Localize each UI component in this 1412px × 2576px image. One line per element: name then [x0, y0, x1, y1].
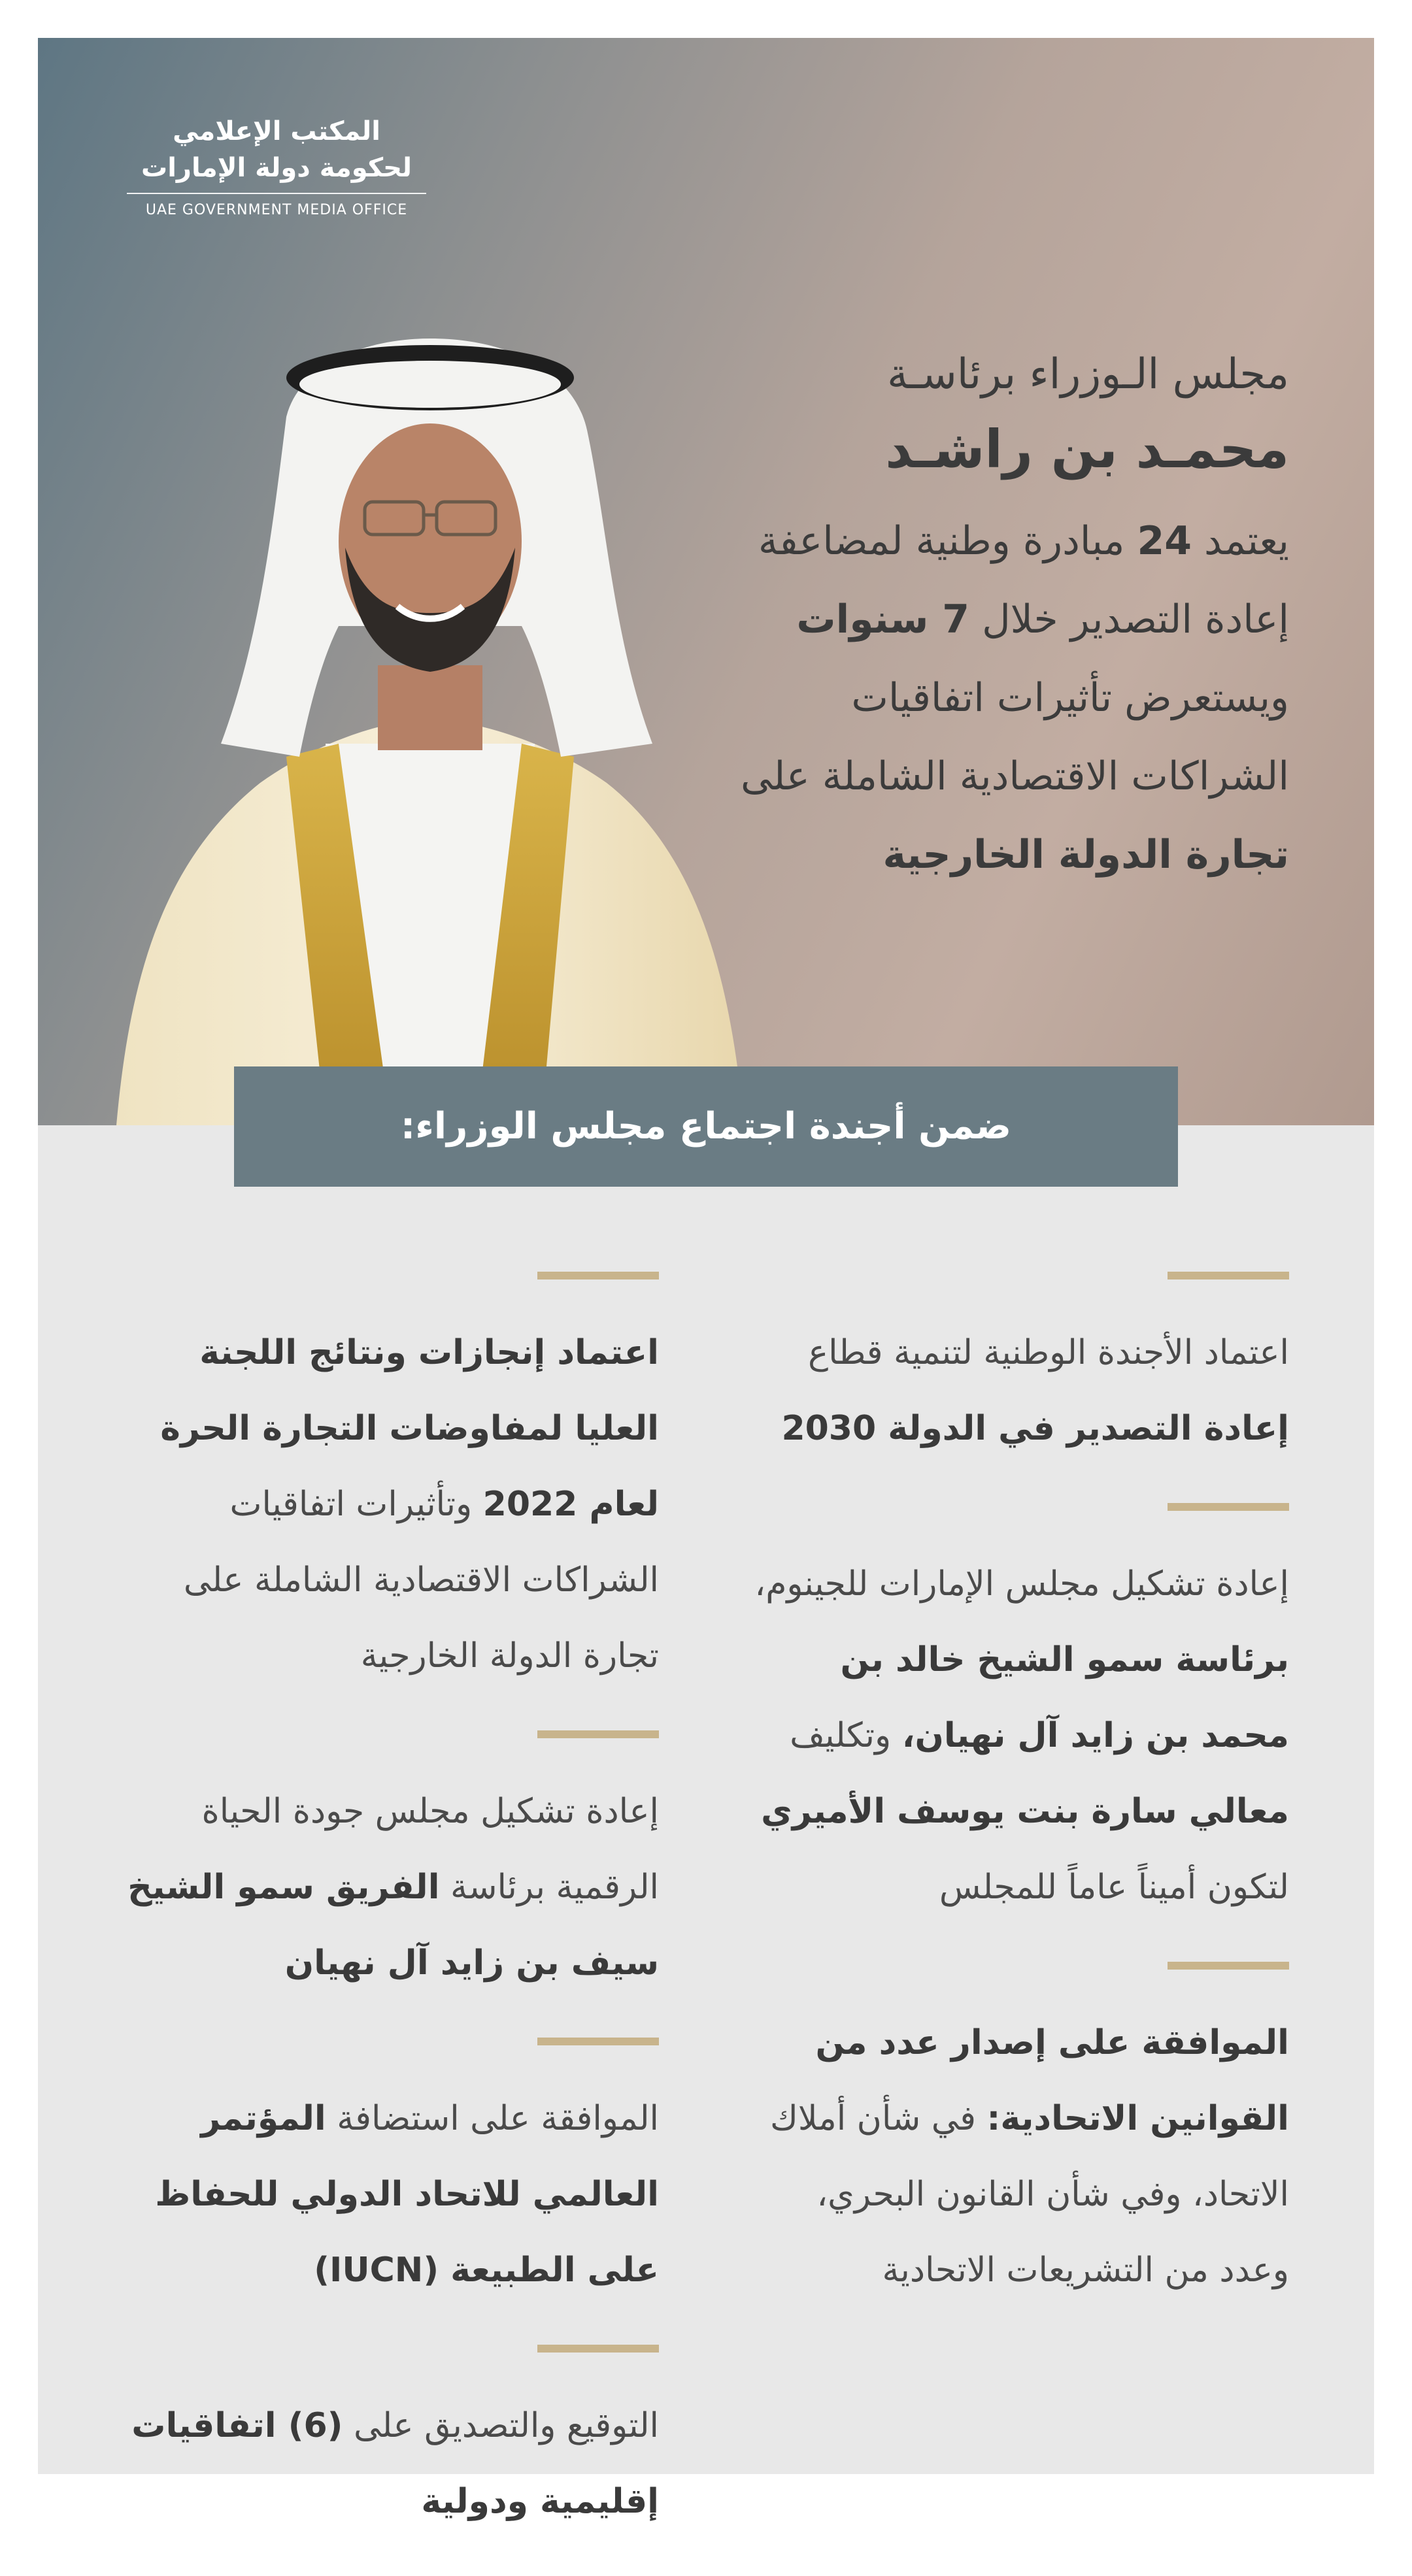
left-column: [123, 1272, 659, 2576]
agenda-item: [123, 2345, 659, 2539]
summary-bold-1: 24: [1137, 518, 1192, 564]
agenda-item-text: [123, 2081, 659, 2308]
logo-line-3: UAE GOVERNMENT MEDIA OFFICE: [145, 202, 408, 218]
summary-bold-3: تجارة الدولة الخارجية: [882, 832, 1289, 878]
item-bold: الفريق سمو الشيخ سيف بن زايد آل نهيان: [127, 1868, 659, 1983]
poster: [38, 38, 1374, 2521]
logo-line-2: لحكومة دولة الإمارات: [141, 153, 412, 183]
summary-bold-2: 7 سنوات: [796, 597, 969, 642]
item-bold: المؤتمر العالمي للاتحاد الدولي للحفاظ على الطبيعة (IUCN): [155, 2099, 659, 2290]
item-text-post: لتكون أميناً عاماً للمجلس: [939, 1868, 1289, 1907]
item-text: إعادة تشكيل مجلس الإمارات للجينوم،: [754, 1564, 1289, 1604]
agenda-item-text: [753, 1315, 1289, 1466]
agenda-item-text: [753, 2005, 1289, 2308]
agenda-item-text: [123, 2388, 659, 2539]
item-bold: إعادة التصدير في الدولة 2030: [781, 1409, 1289, 1448]
agenda-item: [753, 1503, 1289, 1925]
item-text: اعتماد الأجندة الوطنية لتنمية قطاع: [808, 1333, 1289, 1372]
agenda-item: [123, 1272, 659, 1694]
agenda-banner: ضمن أجندة اجتماع مجلس الوزراء:: [234, 1066, 1178, 1187]
agenda-item-text: [753, 1546, 1289, 1925]
accent-bar: [1168, 1503, 1289, 1511]
accent-bar: [1168, 1962, 1289, 1970]
item-bold: الموافقة على إصدار عدد من القوانين الاتحادية:: [815, 2023, 1289, 2138]
item-bold: (6) اتفاقيات إقليمية ودولية: [131, 2406, 659, 2521]
agenda-item: [753, 1962, 1289, 2308]
headline-block: [701, 339, 1289, 894]
headline-summary: [701, 502, 1289, 894]
item-text-post: في شأن أملاك الاتحاد، وفي شأن القانون البحري، وعدد من التشريعات الاتحادية: [769, 2099, 1289, 2290]
right-column: [753, 1272, 1289, 2345]
agenda-item-text: [123, 1774, 659, 2001]
item-text: الموافقة على استضافة: [326, 2099, 659, 2138]
neck-shape: [378, 665, 482, 750]
accent-bar: [537, 1272, 659, 1280]
item-bold: اعتماد إنجازات ونتائج اللجنة العليا لمفاوضات التجارة الحرة لعام 2022: [160, 1333, 659, 1524]
accent-bar: [537, 2345, 659, 2353]
agenda-item: [123, 1730, 659, 2001]
summary-text-1: يعتمد: [1191, 518, 1289, 564]
accent-bar: [537, 2038, 659, 2045]
item-text: التوقيع والتصديق على: [343, 2406, 659, 2445]
item-text: إعادة تشكيل مجلس جودة الحياة الرقمية برئاسة: [201, 1792, 659, 1907]
agal-inner: [299, 361, 561, 408]
item-text-post: وتأثيرات اتفاقيات الشراكات الاقتصادية الشاملة على تجارة الدولة الخارجية: [183, 1485, 659, 1676]
agenda-item: [753, 1272, 1289, 1466]
accent-bar: [537, 1730, 659, 1738]
item-text-mid: وتكليف: [790, 1716, 902, 1755]
summary-text-3: ويستعرض تأثيرات اتفاقيات الشراكات الاقتصادية الشاملة على: [741, 675, 1289, 799]
headline-council: مجلس الـوزراء برئاسـة: [887, 350, 1289, 399]
summary-text-2: مبادرة وطنية لمضاعفة إعادة التصدير خلال: [758, 518, 1289, 642]
item-bold: برئاسة سمو الشيخ خالد بن محمد بن زايد آل نهيان،: [840, 1640, 1289, 1755]
logo-line-1: المكتب الإعلامي: [173, 116, 380, 146]
item-bold-2: معالي سارة بنت يوسف الأميري: [761, 1792, 1289, 1831]
agenda-item-text: [123, 1315, 659, 1694]
accent-bar: [1168, 1272, 1289, 1280]
media-office-logo: [123, 113, 430, 257]
portrait-illustration: [90, 325, 757, 1125]
logo-divider: [127, 193, 426, 194]
headline-name: محمـد بن راشـد: [885, 419, 1289, 480]
hero-banner: [38, 38, 1374, 1125]
agenda-item: [123, 2038, 659, 2308]
